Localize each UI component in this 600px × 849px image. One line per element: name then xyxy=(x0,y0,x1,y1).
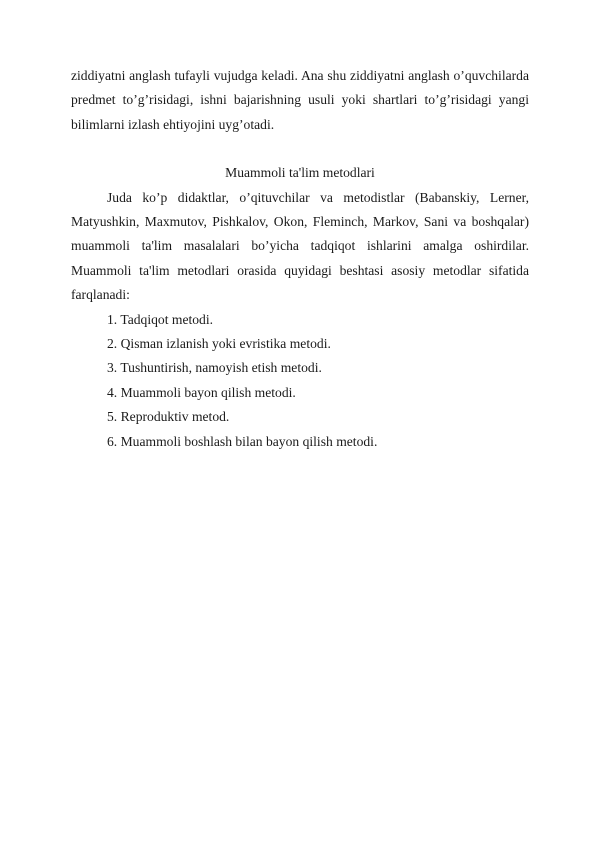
list-item: 1. Tadqiqot metodi. xyxy=(107,311,214,327)
intro-paragraph: ziddiyatni anglash tufayli vujudga keladi. Ana shu ziddiyatni anglash o’quvchilarda predmet to’g’risidagi, ishni bajarishning usuli yoki shartlari to’g’risidagi yangi bilimlarni izlash ehtiyojini uyg’otadi. xyxy=(71,68,529,132)
list-item: 6. Muammoli boshlash bilan bayon qilish metodi. xyxy=(107,433,378,449)
list-item: 3. Tushuntirish, namoyish etish metodi. xyxy=(107,360,322,376)
section-heading: Muammoli ta'lim metodlari xyxy=(225,165,375,181)
list-item: 5. Reproduktiv metod. xyxy=(107,409,230,425)
methods-list xyxy=(71,308,529,454)
list-item: 2. Qisman izlanish yoki evristika metodi. xyxy=(107,336,331,352)
body-paragraph: Juda ko’p didaktlar, o’qituvchilar va metodistlar (Babanskiy, Lerner, Matyushkin, Maxmutov, Pishkalov, Okon, Fleminch, Markov, Sani va boshqalar) muammoli ta'lim masalalari bo’yicha tadqiqot ishlarini amalga oshirdilar. Muammoli ta'lim metodlari orasida quyidagi beshtasi asosiy metodlar sifatida farqlanadi: xyxy=(71,189,529,303)
list-item: 4. Muammoli bayon qilish metodi. xyxy=(107,384,296,400)
page-content xyxy=(71,64,529,454)
